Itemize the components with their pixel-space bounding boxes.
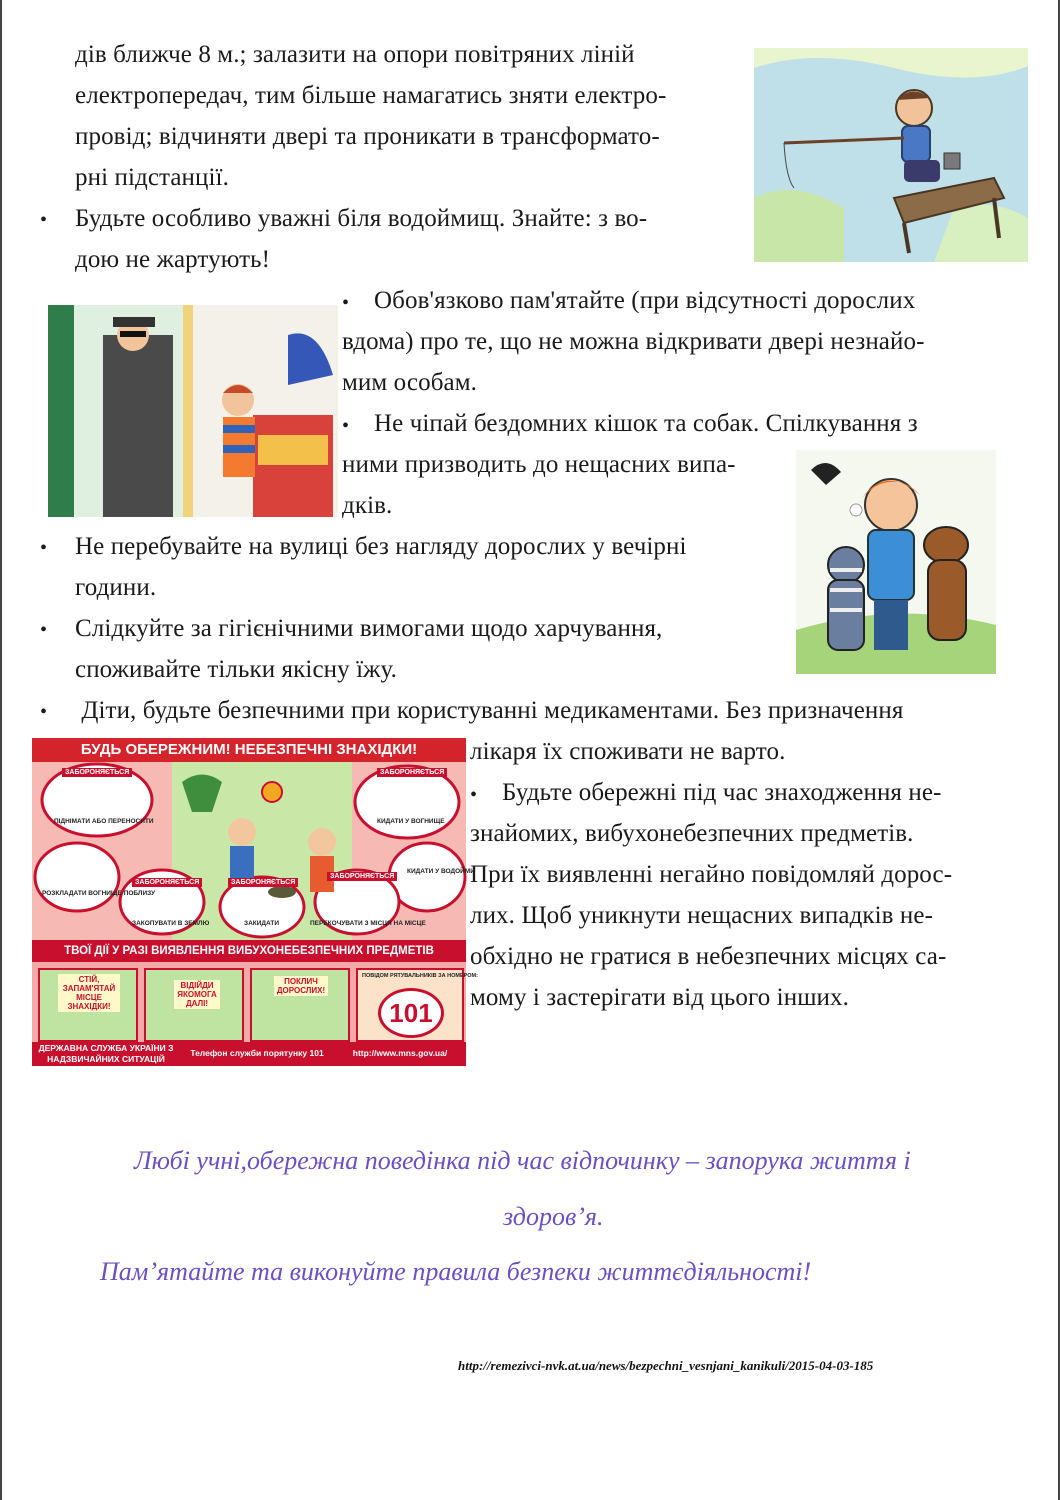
text-line: електропередач, тим більше намагатись зняти електро- [75, 82, 667, 109]
bullet-marker: • [40, 701, 48, 723]
text-line: Обов'язково пам'ятайте (при відсутності дорослих [374, 287, 916, 314]
fishing-boy-illustration [754, 48, 1028, 262]
poster-actions-heading: ТВОЇ ДІЇ У РАЗІ ВИЯВЛЕННЯ ВИБУХОНЕБЕЗПЕЧНИХ ПРЕДМЕТІВ [32, 940, 466, 962]
forbidden-label: ЗАБОРОНЯЄТЬСЯ [62, 768, 132, 777]
closing-line: Пам’ятайте та виконуйте правила безпеки життєдіяльності! [100, 1257, 812, 1286]
text-line: Слідкуйте за гігієнічними вимогами щодо харчування, [75, 615, 663, 642]
closing-line: здоров’я. [503, 1202, 604, 1231]
poster-scene-illustration [32, 762, 466, 940]
text-line: знайомих, вибухонебезпечних предметів. [470, 820, 914, 847]
poster-step-label: ВІДІЙДИ ЯКОМОГА ДАЛІ! [174, 980, 220, 1009]
poster-rule: ПІДНІМАТИ АБО ПЕРЕНОСИТИ [54, 818, 154, 825]
text-line: дою не жартують! [75, 246, 271, 273]
poster-step-tile [38, 968, 138, 1042]
forbidden-label: ЗАБОРОНЯЄТЬСЯ [132, 878, 202, 887]
poster-step-label: СТІЙ, ЗАПАМ'ЯТАЙ МІСЦЕ ЗНАХІДКИ! [58, 974, 120, 1012]
source-url: http://remezivci-nvk.at.ua/news/bezpechni_vesnjani_kanikuli/2015-04-03-185 [458, 1358, 874, 1373]
bullet-marker: • [470, 784, 478, 806]
text-line: обхідно не гратися в небезпечних місцях са- [470, 943, 947, 970]
page-border-left [0, 0, 2, 1500]
text-line: Не перебувайте на вулиці без нагляду дорослих у вечірні [75, 533, 687, 560]
poster-step-label: ПОКЛИЧ ДОРОСЛИХ! [274, 976, 328, 996]
text-line: лих. Щоб уникнути нещасних випадків не- [470, 902, 934, 929]
poster-rule: РОЗКЛАДАТИ ВОГНИЩЕ ПОБЛИЗУ [42, 890, 156, 897]
burglar-at-door-illustration [48, 305, 338, 517]
poster-title: БУДЬ ОБЕРЕЖНИМ! НЕБЕЗПЕЧНІ ЗНАХІДКИ! [32, 738, 466, 762]
forbidden-label: ЗАБОРОНЯЄТЬСЯ [327, 872, 397, 881]
poster-footer [32, 1042, 466, 1066]
forbidden-label: ЗАБОРОНЯЄТЬСЯ [228, 878, 298, 887]
text-line: провід; відчиняти двері та проникати в трансформато- [75, 123, 660, 150]
bullet-marker: • [40, 209, 48, 231]
text-line: Будьте обережні під час знаходження не- [502, 779, 942, 806]
poster-rule: ЗАКИДАТИ [244, 920, 280, 927]
text-line: дів ближче 8 м.; залазити на опори повітряних ліній [75, 41, 635, 68]
bullet-marker: • [40, 537, 48, 559]
poster-rule: КИДАТИ У ВОГНИЩЕ [377, 818, 445, 825]
poster-footer-phone: Телефон служби порятунку 101 [190, 1048, 324, 1058]
text-line: ними призводить до нещасних випа- [342, 451, 736, 478]
text-line: лікаря їх споживати не варто. [470, 738, 786, 765]
bullet-marker: • [40, 619, 48, 641]
text-line: Не чіпай бездомних кішок та собак. Спілкування з [374, 410, 918, 437]
text-line: Діти, будьте безпечними при користуванні медикаментами. Без призначення [75, 697, 904, 724]
text-line: дків. [342, 492, 393, 519]
text-line: Будьте особливо уважні біля водоймищ. Знайте: з во- [75, 205, 648, 232]
poster-step-tile [356, 968, 478, 1042]
text-line: рні підстанції. [75, 164, 229, 191]
poster-rule: ЗАКОПУВАТИ В ЗЕМЛЮ [132, 920, 210, 927]
explosive-safety-poster [32, 738, 478, 1066]
text-line: мому і застерігати від цього інших. [470, 984, 849, 1011]
poster-rule: КИДАТИ У ВОДОЙМИ [407, 868, 475, 875]
emergency-number: 101 [378, 988, 444, 1038]
poster-step-tile [250, 968, 350, 1042]
forbidden-label: ЗАБОРОНЯЄТЬСЯ [377, 768, 447, 777]
poster-step-tile [144, 968, 244, 1042]
text-line: мим особам. [342, 369, 477, 396]
text-line: споживайте тільки якісну їжу. [75, 656, 397, 683]
poster-footer-url: http://www.mns.gov.ua/ [352, 1048, 448, 1058]
closing-line: Любі учні,обережна поведінка під час відпочинку – запорука життя і [134, 1146, 911, 1175]
text-line: вдома) про те, що не можна відкривати двері незнайо- [342, 328, 925, 355]
boy-cat-dog-illustration [796, 450, 996, 674]
text-line: години. [75, 574, 157, 601]
text-line: При їх виявленні негайно повідомляй дорос- [470, 861, 953, 888]
poster-rule: ПЕРЕКОЧУВАТИ З МІСЦЯ НА МІСЦЕ [310, 920, 426, 927]
bullet-marker: • [342, 292, 350, 314]
poster-footer-agency: ДЕРЖАВНА СЛУЖБА УКРАЇНИ З НАДЗВИЧАЙНИХ СИТУАЦІЙ [38, 1043, 174, 1064]
bullet-marker: • [342, 415, 350, 437]
poster-step-caption: ПОВІДОМ РЯТУВАЛЬНИКІВ ЗА НОМЕРОМ: [362, 973, 478, 979]
